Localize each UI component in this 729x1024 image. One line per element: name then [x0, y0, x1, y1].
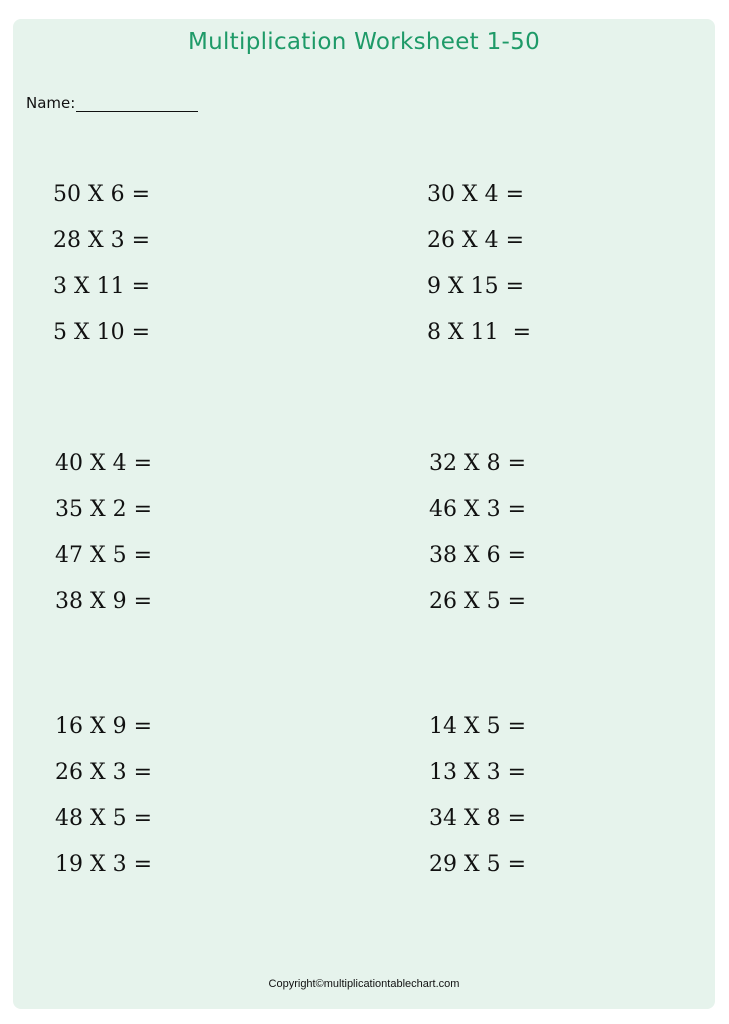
problem-g3-right-1: 14 X 5 = — [429, 714, 527, 739]
problem-g3-left-4: 19 X 3 = — [55, 852, 153, 877]
problem-g2-right-1: 32 X 8 = — [429, 451, 527, 476]
copyright-footer: Copyright©multiplicationtablechart.com — [268, 978, 460, 990]
problem-g3-right-4: 29 X 5 = — [429, 852, 527, 877]
problem-g1-right-3: 9 X 15 = — [427, 274, 525, 299]
problem-g3-left-3: 48 X 5 = — [55, 806, 153, 831]
problem-g2-left-3: 47 X 5 = — [55, 543, 153, 568]
problem-g2-left-4: 38 X 9 = — [55, 589, 153, 614]
problem-g1-left-4: 5 X 10 = — [53, 320, 151, 345]
problem-g3-right-3: 34 X 8 = — [429, 806, 527, 831]
problem-g2-right-4: 26 X 5 = — [429, 589, 527, 614]
worksheet-title: Multiplication Worksheet 1-50 — [187, 29, 541, 55]
worksheet — [13, 19, 715, 1009]
problem-g2-right-2: 46 X 3 = — [429, 497, 527, 522]
problem-g1-left-1: 50 X 6 = — [53, 182, 151, 207]
problem-g1-right-2: 26 X 4 = — [427, 228, 525, 253]
problem-g3-left-2: 26 X 3 = — [55, 760, 153, 785]
problem-g1-right-1: 30 X 4 = — [427, 182, 525, 207]
problem-g2-right-3: 38 X 6 = — [429, 543, 527, 568]
problem-g2-left-1: 40 X 4 = — [55, 451, 153, 476]
problem-g1-left-2: 28 X 3 = — [53, 228, 151, 253]
name-label: Name: — [26, 94, 76, 112]
problem-g2-left-2: 35 X 2 = — [55, 497, 153, 522]
problem-g3-right-2: 13 X 3 = — [429, 760, 527, 785]
problem-g1-right-4: 8 X 11 = — [427, 320, 532, 345]
name-field-row — [26, 94, 198, 112]
name-blank-line[interactable] — [76, 97, 198, 112]
problem-g1-left-3: 3 X 11 = — [53, 274, 151, 299]
problem-g3-left-1: 16 X 9 = — [55, 714, 153, 739]
